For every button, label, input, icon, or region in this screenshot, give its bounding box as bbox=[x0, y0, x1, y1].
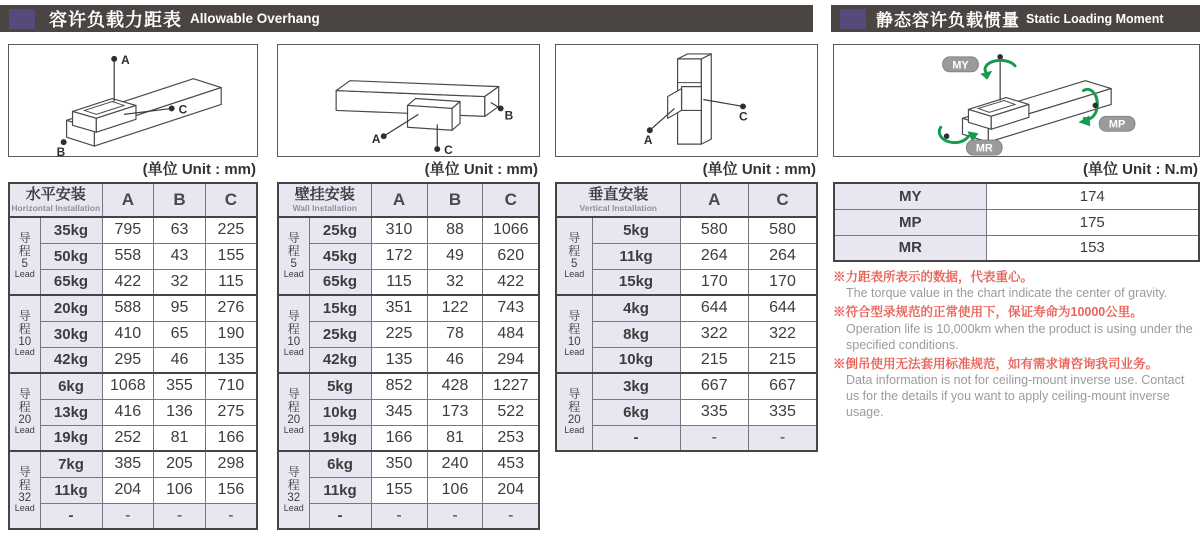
point-b-label: B bbox=[56, 145, 66, 156]
value-cell: 115 bbox=[205, 269, 257, 295]
moment-value-cell: 174 bbox=[986, 183, 1199, 209]
static-moment-table bbox=[833, 182, 1200, 262]
value-cell: 170 bbox=[680, 269, 748, 295]
section-header-static-loading-moment bbox=[831, 5, 1200, 32]
weight-cell: 10kg bbox=[592, 347, 680, 373]
weight-cell: 6kg bbox=[309, 451, 371, 477]
value-cell: 264 bbox=[680, 243, 748, 269]
table-row bbox=[834, 235, 1199, 261]
value-cell: 428 bbox=[427, 373, 483, 399]
value-cell: 588 bbox=[102, 295, 154, 321]
weight-cell: 13kg bbox=[40, 399, 102, 425]
point-b-label: B bbox=[504, 108, 514, 123]
table-title: 壁挂安装 Wall Installation bbox=[278, 183, 371, 217]
column-header: B bbox=[154, 183, 206, 217]
table-row bbox=[278, 217, 539, 243]
lead-cell: 导 程 10 Lead bbox=[278, 295, 309, 373]
column-header: A bbox=[680, 183, 748, 217]
moment-label-cell: MR bbox=[834, 235, 986, 261]
value-cell: 580 bbox=[680, 217, 748, 243]
value-cell: 252 bbox=[102, 425, 154, 451]
table-row bbox=[834, 209, 1199, 235]
weight-cell: 11kg bbox=[309, 477, 371, 503]
weight-cell: 50kg bbox=[40, 243, 102, 269]
table-row bbox=[9, 425, 257, 451]
value-cell: 620 bbox=[483, 243, 539, 269]
value-cell: 743 bbox=[483, 295, 539, 321]
value-cell: 115 bbox=[371, 269, 427, 295]
value-cell: 322 bbox=[680, 321, 748, 347]
table-row bbox=[556, 425, 817, 451]
value-cell: 253 bbox=[483, 425, 539, 451]
value-cell: 215 bbox=[749, 347, 818, 373]
value-cell: 106 bbox=[427, 477, 483, 503]
value-cell: 453 bbox=[483, 451, 539, 477]
column-header: C bbox=[483, 183, 539, 217]
value-cell: 225 bbox=[205, 217, 257, 243]
weight-cell: 15kg bbox=[309, 295, 371, 321]
value-cell: 32 bbox=[154, 269, 206, 295]
table-row bbox=[9, 295, 257, 321]
header-title-zh: 静态容许负载惯量 bbox=[876, 11, 1020, 30]
value-cell: 350 bbox=[371, 451, 427, 477]
point-a-label: A bbox=[643, 133, 653, 148]
table-row bbox=[278, 503, 539, 529]
wall-installation-table bbox=[277, 182, 540, 530]
value-cell: 166 bbox=[205, 425, 257, 451]
value-cell: 166 bbox=[371, 425, 427, 451]
table-row bbox=[9, 373, 257, 399]
value-cell: - bbox=[102, 503, 154, 529]
my-label: MY bbox=[952, 59, 969, 72]
lead-cell: 导 程 5 Lead bbox=[278, 217, 309, 295]
weight-cell: 6kg bbox=[40, 373, 102, 399]
static-moment-diagram bbox=[833, 44, 1200, 157]
lead-cell: 导 程 10 Lead bbox=[9, 295, 40, 373]
weight-cell: 7kg bbox=[40, 451, 102, 477]
value-cell: 135 bbox=[205, 347, 257, 373]
value-cell: 78 bbox=[427, 321, 483, 347]
table-title: 垂直安装 Vertical Installation bbox=[556, 183, 680, 217]
value-cell: 710 bbox=[205, 373, 257, 399]
weight-cell: 15kg bbox=[592, 269, 680, 295]
mr-label: MR bbox=[975, 142, 993, 155]
value-cell: 264 bbox=[749, 243, 818, 269]
table-row bbox=[278, 373, 539, 399]
table-row bbox=[9, 321, 257, 347]
static-loading-moment-section bbox=[833, 44, 1200, 423]
table-row bbox=[556, 347, 817, 373]
weight-cell: 10kg bbox=[309, 399, 371, 425]
moment-value-cell: 153 bbox=[986, 235, 1199, 261]
value-cell: 410 bbox=[102, 321, 154, 347]
horizontal-installation-section bbox=[8, 44, 258, 530]
table-row bbox=[278, 321, 539, 347]
value-cell: 46 bbox=[154, 347, 206, 373]
value-cell: 155 bbox=[371, 477, 427, 503]
value-cell: 204 bbox=[102, 477, 154, 503]
weight-cell: 25kg bbox=[309, 217, 371, 243]
value-cell: 205 bbox=[154, 451, 206, 477]
lead-cell: 导 程 5 Lead bbox=[9, 217, 40, 295]
weight-cell: 30kg bbox=[40, 321, 102, 347]
value-cell: 49 bbox=[427, 243, 483, 269]
value-cell: 155 bbox=[205, 243, 257, 269]
table-row bbox=[556, 243, 817, 269]
value-cell: 190 bbox=[205, 321, 257, 347]
weight-cell: - bbox=[592, 425, 680, 451]
horizontal-installation-table bbox=[8, 182, 258, 530]
note bbox=[833, 356, 1200, 420]
value-cell: 95 bbox=[154, 295, 206, 321]
value-cell: 310 bbox=[371, 217, 427, 243]
value-cell: 215 bbox=[680, 347, 748, 373]
lead-cell: 导 程 20 Lead bbox=[556, 373, 592, 451]
column-header: C bbox=[749, 183, 818, 217]
value-cell: 81 bbox=[154, 425, 206, 451]
weight-cell: 8kg bbox=[592, 321, 680, 347]
value-cell: 1068 bbox=[102, 373, 154, 399]
value-cell: 335 bbox=[749, 399, 818, 425]
column-header: A bbox=[102, 183, 154, 217]
lead-cell: 导 程 10 Lead bbox=[556, 295, 592, 373]
wall-installation-section bbox=[277, 44, 540, 530]
value-cell: 558 bbox=[102, 243, 154, 269]
moment-label-cell: MY bbox=[834, 183, 986, 209]
weight-cell: 19kg bbox=[309, 425, 371, 451]
value-cell: 43 bbox=[154, 243, 206, 269]
weight-cell: 5kg bbox=[592, 217, 680, 243]
weight-cell: 45kg bbox=[309, 243, 371, 269]
point-a-dot bbox=[111, 56, 117, 62]
table-row bbox=[556, 321, 817, 347]
vertical-installation-table bbox=[555, 182, 818, 452]
weight-cell: 11kg bbox=[40, 477, 102, 503]
value-cell: - bbox=[205, 503, 257, 529]
unit-label: (单位 Unit : mm) bbox=[142, 161, 256, 178]
mr-axis-dot bbox=[944, 133, 950, 139]
value-cell: 225 bbox=[371, 321, 427, 347]
weight-cell: 19kg bbox=[40, 425, 102, 451]
point-c-dot bbox=[169, 105, 175, 111]
column-header: B bbox=[427, 183, 483, 217]
table-row bbox=[556, 217, 817, 243]
value-cell: 795 bbox=[102, 217, 154, 243]
point-c-label: C bbox=[444, 143, 453, 156]
value-cell: 644 bbox=[680, 295, 748, 321]
lead-cell: 导 程 32 Lead bbox=[278, 451, 309, 529]
table-row bbox=[278, 295, 539, 321]
value-cell: 295 bbox=[102, 347, 154, 373]
value-cell: 416 bbox=[102, 399, 154, 425]
table-row bbox=[9, 399, 257, 425]
value-cell: - bbox=[483, 503, 539, 529]
value-cell: 122 bbox=[427, 295, 483, 321]
value-cell: 355 bbox=[154, 373, 206, 399]
value-cell: 1227 bbox=[483, 373, 539, 399]
value-cell: 65 bbox=[154, 321, 206, 347]
column-header: A bbox=[371, 183, 427, 217]
value-cell: 276 bbox=[205, 295, 257, 321]
horizontal-installation-diagram bbox=[8, 44, 258, 157]
value-cell: 88 bbox=[427, 217, 483, 243]
my-axis-dot bbox=[997, 54, 1003, 60]
lead-cell: 导 程 5 Lead bbox=[556, 217, 592, 295]
value-cell: 204 bbox=[483, 477, 539, 503]
note bbox=[833, 304, 1200, 352]
mp-axis-dot bbox=[1093, 103, 1099, 109]
note-zh: ※符合型录规范的正常使用下，保证寿命为10000公里。 bbox=[833, 305, 1143, 320]
table-row bbox=[9, 477, 257, 503]
table-row bbox=[9, 269, 257, 295]
value-cell: 172 bbox=[371, 243, 427, 269]
note-en: Data information is not for ceiling-mount inverse use. Contact us for the details if you want to apply ceiling-mount inverse usage. bbox=[846, 372, 1185, 419]
weight-cell: - bbox=[40, 503, 102, 529]
table-row bbox=[278, 425, 539, 451]
moment-label-cell: MP bbox=[834, 209, 986, 235]
note-zh: ※力距表所表示的数据，代表重心。 bbox=[833, 270, 1034, 284]
table-row bbox=[556, 399, 817, 425]
point-c-label: C bbox=[739, 109, 748, 124]
value-cell: 135 bbox=[371, 347, 427, 373]
weight-cell: 65kg bbox=[40, 269, 102, 295]
note bbox=[833, 269, 1200, 301]
value-cell: - bbox=[154, 503, 206, 529]
mp-label: MP bbox=[1108, 118, 1126, 131]
value-cell: 345 bbox=[371, 399, 427, 425]
lead-cell: 导 程 20 Lead bbox=[9, 373, 40, 451]
value-cell: - bbox=[680, 425, 748, 451]
value-cell: 484 bbox=[483, 321, 539, 347]
lead-cell: 导 程 20 Lead bbox=[278, 373, 309, 451]
value-cell: 644 bbox=[749, 295, 818, 321]
weight-cell: 25kg bbox=[309, 321, 371, 347]
weight-cell: 42kg bbox=[40, 347, 102, 373]
value-cell: 298 bbox=[205, 451, 257, 477]
weight-cell: - bbox=[309, 503, 371, 529]
value-cell: 422 bbox=[102, 269, 154, 295]
value-cell: - bbox=[749, 425, 818, 451]
unit-label: (单位 Unit : N.m) bbox=[1083, 161, 1198, 178]
unit-label: (单位 Unit : mm) bbox=[702, 161, 816, 178]
table-row bbox=[278, 477, 539, 503]
note-en: Operation life is 10,000km when the product is using under the specified conditions. bbox=[846, 321, 1193, 352]
header-accent-square-icon bbox=[840, 9, 866, 29]
table-row bbox=[556, 373, 817, 399]
moment-value-cell: 175 bbox=[986, 209, 1199, 235]
point-a-dot bbox=[381, 133, 387, 139]
value-cell: 32 bbox=[427, 269, 483, 295]
weight-cell: 35kg bbox=[40, 217, 102, 243]
header-accent-square-icon bbox=[9, 9, 35, 29]
value-cell: 522 bbox=[483, 399, 539, 425]
table-row bbox=[834, 183, 1199, 209]
wall-installation-diagram bbox=[277, 44, 540, 157]
point-a-label: A bbox=[371, 132, 381, 147]
value-cell: 322 bbox=[749, 321, 818, 347]
point-b-dot bbox=[498, 105, 504, 111]
weight-cell: 42kg bbox=[309, 347, 371, 373]
header-title-en: Static Loading Moment bbox=[1026, 11, 1164, 26]
value-cell: 667 bbox=[749, 373, 818, 399]
value-cell: 351 bbox=[371, 295, 427, 321]
value-cell: 106 bbox=[154, 477, 206, 503]
point-c-label: C bbox=[178, 102, 188, 117]
value-cell: 63 bbox=[154, 217, 206, 243]
weight-cell: 20kg bbox=[40, 295, 102, 321]
note-zh: ※倒吊使用无法套用标准规范，如有需求请咨询我司业务。 bbox=[833, 356, 1159, 371]
value-cell: 46 bbox=[427, 347, 483, 373]
table-row bbox=[9, 347, 257, 373]
header-title-zh: 容许负载力距表 bbox=[49, 9, 182, 30]
vertical-installation-diagram bbox=[555, 44, 818, 157]
value-cell: - bbox=[371, 503, 427, 529]
value-cell: 156 bbox=[205, 477, 257, 503]
value-cell: 335 bbox=[680, 399, 748, 425]
point-a-label: A bbox=[121, 52, 130, 67]
value-cell: 81 bbox=[427, 425, 483, 451]
weight-cell: 6kg bbox=[592, 399, 680, 425]
value-cell: 852 bbox=[371, 373, 427, 399]
value-cell: - bbox=[427, 503, 483, 529]
value-cell: 422 bbox=[483, 269, 539, 295]
value-cell: 385 bbox=[102, 451, 154, 477]
table-row bbox=[278, 269, 539, 295]
table-row bbox=[9, 217, 257, 243]
lead-cell: 导 程 32 Lead bbox=[9, 451, 40, 529]
table-row bbox=[278, 243, 539, 269]
table-row bbox=[278, 399, 539, 425]
weight-cell: 5kg bbox=[309, 373, 371, 399]
value-cell: 275 bbox=[205, 399, 257, 425]
table-row bbox=[278, 451, 539, 477]
note-en: The torque value in the chart indicate the center of gravity. bbox=[846, 286, 1168, 301]
table-row bbox=[9, 503, 257, 529]
weight-cell: 4kg bbox=[592, 295, 680, 321]
table-row bbox=[278, 347, 539, 373]
value-cell: 173 bbox=[427, 399, 483, 425]
table-row bbox=[556, 295, 817, 321]
value-cell: 580 bbox=[749, 217, 818, 243]
value-cell: 136 bbox=[154, 399, 206, 425]
table-row bbox=[9, 451, 257, 477]
weight-cell: 65kg bbox=[309, 269, 371, 295]
unit-label: (单位 Unit : mm) bbox=[424, 161, 538, 178]
table-row bbox=[556, 269, 817, 295]
weight-cell: 3kg bbox=[592, 373, 680, 399]
weight-cell: 11kg bbox=[592, 243, 680, 269]
value-cell: 1066 bbox=[483, 217, 539, 243]
point-c-dot bbox=[434, 146, 440, 152]
header-title-en: Allowable Overhang bbox=[190, 11, 320, 26]
value-cell: 240 bbox=[427, 451, 483, 477]
vertical-installation-section bbox=[555, 44, 818, 452]
notes bbox=[833, 269, 1200, 420]
table-row bbox=[9, 243, 257, 269]
value-cell: 170 bbox=[749, 269, 818, 295]
column-header: C bbox=[205, 183, 257, 217]
value-cell: 667 bbox=[680, 373, 748, 399]
table-title: 水平安装 Horizontal Installation bbox=[9, 183, 102, 217]
value-cell: 294 bbox=[483, 347, 539, 373]
section-header-allowable-overhang bbox=[0, 5, 813, 32]
